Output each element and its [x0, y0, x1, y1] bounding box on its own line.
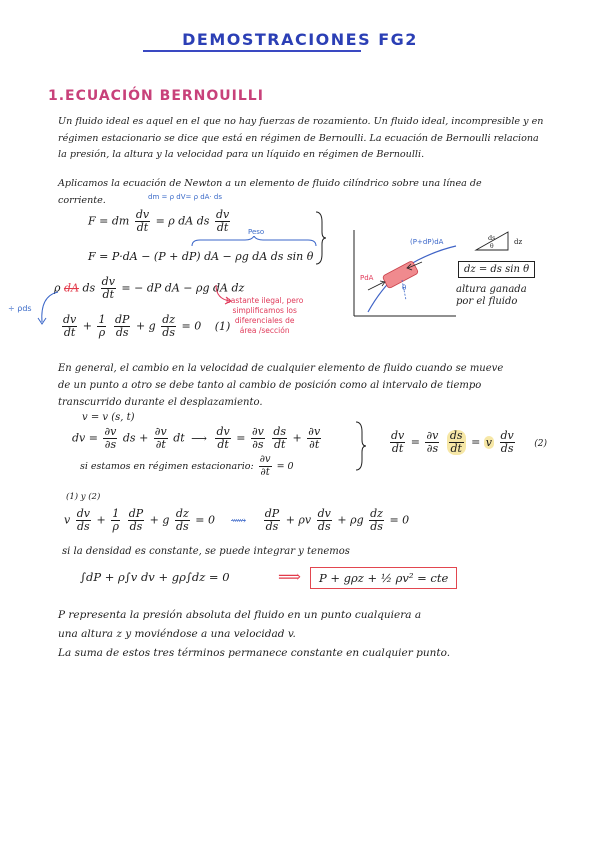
- implies-arrow-icon: ⟹: [278, 567, 301, 586]
- intro-paragraph: [58, 114, 578, 164]
- integral-equation: ∫dP + ρ∫v dv + gρ∫dz = 0: [80, 570, 230, 584]
- eq3-right: = − dP dA − ρg dA dz: [121, 281, 245, 295]
- dz-caption-line: por el fluido: [456, 296, 518, 307]
- dz-caption-line: altura ganada: [456, 284, 527, 295]
- fraction-pv-ps: $\frac{\partial v}{\partial s}$: [426, 429, 439, 455]
- fraction-dv-dt: $\frac{dv}{dt}$: [215, 208, 230, 234]
- fraction-dv-dt: $\frac{dv}{dt}$: [135, 208, 150, 234]
- combined-equation: v $\frac{dv}{ds}$ + $\frac{1}{\rho}$ $\frac{dP}{ds}$ + g $\frac{dz}{ds}$ = 0 ⟿ $\frac{dP}{ds}$ + ρv $\frac{dv}{ds}$ + ρg $\frac{dz}{ds}$ = 0: [64, 507, 410, 533]
- bernoulli-equation-box: P + gρz + ½ ρv² = cte: [310, 567, 457, 589]
- label-dz: dz: [514, 238, 523, 246]
- fraction-dP-ds: $\frac{dP}{ds}$: [128, 507, 144, 533]
- equation-two: $\frac{dv}{dt}$ = $\frac{\partial v}{\partial s}$ $\frac{ds}{dt}$ = v $\frac{dv}{ds}$ (2): [391, 429, 548, 455]
- fraction-pv-pt: $\frac{\partial v}{\partial t}$: [154, 425, 167, 451]
- red-note: [226, 296, 303, 336]
- intro-line: Un fluido ideal es aquel en el que no hay fuerzas de rozamiento. Un fluido ideal, incompresible y en: [58, 116, 544, 127]
- fraction-dv-dt: $\frac{dv}{dt}$: [63, 313, 77, 339]
- system-brace: [314, 210, 328, 266]
- eq2-text: F = P·dA − (P + dP) dA −: [88, 250, 232, 263]
- system-brace-2: [354, 420, 368, 472]
- eq2-number: (2): [534, 438, 548, 449]
- label-ds: ds: [488, 234, 496, 242]
- total-derivative: dv = $\frac{\partial v}{\partial s}$ ds + $\frac{\partial v}{\partial t}$ dt ⟶ $\frac{dv}{dt}$ = $\frac{\partial v}{\partial s}$ $\frac{ds}{dt}$ + $\frac{\partial v}{\partial t}$: [72, 425, 321, 451]
- density-line: si la densidad es constante, se puede integrar y tenemos: [62, 546, 350, 557]
- fraction-1-rho: $\frac{1}{\rho}$: [112, 507, 120, 533]
- intro-line: la presión, la altura y la velocidad para un líquido en régimen de Bernoulli.: [58, 149, 425, 160]
- general-paragraph: [58, 360, 578, 411]
- fraction-dv-dt: $\frac{dv}{dt}$: [101, 275, 115, 301]
- newton-line: Aplicamos la ecuación de Newton a un elemento de fluido cilíndrico sobre una línea de: [58, 178, 482, 189]
- fraction-dv-ds: $\frac{dv}{ds}$: [317, 507, 331, 533]
- red-note-line: área /sección: [239, 326, 290, 335]
- label-pdp: (P+dP)dA: [410, 238, 444, 246]
- cylinder-element: [382, 260, 419, 288]
- fraction-1-rho: $\frac{1}{\rho}$: [98, 313, 106, 339]
- general-line: de un punto a otro se debe tanto al cambio de posición como al intervalo de tiempo: [58, 380, 482, 391]
- newton-equation: [88, 209, 232, 234]
- closing-line: P representa la presión absoluta del fluido en un punto cualquiera a: [58, 609, 422, 621]
- combined-end: = 0: [195, 513, 215, 527]
- label-theta: θ: [490, 243, 494, 250]
- page-title: DEMOSTRACIONES FG2: [182, 30, 418, 49]
- title-underline: [143, 50, 361, 52]
- streamline: [368, 246, 456, 312]
- eq4-number: (1): [214, 319, 231, 333]
- eq1-left: F = dm: [88, 214, 130, 228]
- general-line: transcurrido durante el desplazamiento.: [58, 397, 263, 408]
- eq1-mid: = ρ dA ds: [155, 214, 210, 228]
- equation-one: $\frac{dv}{dt}$ + $\frac{1}{\rho}$ $\frac{dP}{ds}$ + g $\frac{dz}{ds}$ = 0 (1): [63, 313, 231, 339]
- red-note-line: simplificamos los: [232, 306, 297, 315]
- fraction-dP-ds: $\frac{dP}{ds}$: [114, 313, 130, 339]
- fraction-pv-ps: $\frac{\partial v}{\partial s}$: [251, 425, 264, 451]
- eq2-weight: ρg dA ds sin θ: [235, 250, 314, 263]
- eq4-end: = 0: [181, 319, 202, 333]
- fraction-pv-pt: $\frac{\partial v}{\partial t}$: [308, 425, 321, 451]
- velocity-function: v = v (s, t): [82, 412, 135, 423]
- divide-note: ÷ ρds: [8, 304, 32, 313]
- newton-line: corriente.: [58, 194, 106, 206]
- newton-paragraph: [58, 176, 578, 209]
- closing-line: una altura z y moviéndose a una velocidad v.: [58, 628, 296, 640]
- fraction-ds-dt: $\frac{ds}{dt}$: [273, 425, 287, 451]
- stationary-text: si estamos en régimen estacionario:: [80, 461, 254, 472]
- section-heading: 1.ECUACIÓN BERNOUILLI: [48, 88, 264, 104]
- fraction-dz-ds: $\frac{dz}{ds}$: [162, 313, 176, 339]
- forces-equation: [88, 250, 313, 263]
- fraction-dv-ds: $\frac{dv}{ds}$: [76, 507, 90, 533]
- fraction-pv-pt: $\frac{\partial v}{\partial t}$: [259, 454, 271, 478]
- fraction-dv-ds: $\frac{dv}{ds}$: [500, 429, 514, 455]
- red-note-line: diferenciales de: [234, 316, 295, 325]
- red-note-line: bastante ilegal, pero: [226, 296, 304, 305]
- peso-brace: [190, 236, 320, 248]
- closing-paragraph: [58, 606, 578, 663]
- stationary-condition: si estamos en régimen estacionario: $\frac{\partial v}{\partial t}$ = 0: [80, 454, 294, 478]
- dz-caption: [456, 284, 527, 308]
- fraction-dz-ds: $\frac{dz}{ds}$: [175, 507, 189, 533]
- svg-text:θ: θ: [402, 284, 407, 292]
- general-line: En general, el cambio en la velocidad de cualquier elemento de fluido cuando se mueve: [58, 363, 504, 374]
- eq4-plus: + g: [135, 319, 156, 333]
- combine-label: (1) y (2): [66, 492, 101, 502]
- dm-note: dm = ρ dV= ρ dA· ds: [148, 193, 223, 201]
- combined-plus: + g: [149, 513, 170, 527]
- fraction-dP-ds: $\frac{dP}{ds}$: [264, 507, 280, 533]
- v-highlight: v: [485, 435, 493, 449]
- peso-note: Peso: [248, 228, 265, 236]
- fluid-element-diagram: [348, 228, 578, 328]
- label-pda: PdA: [360, 274, 374, 282]
- fraction-ds-dt-highlight: $\frac{ds}{dt}$: [447, 430, 466, 455]
- closing-line: La suma de estos tres términos permanece constante en cualquier punto.: [58, 647, 451, 659]
- fraction-dz-ds: $\frac{dz}{ds}$: [370, 507, 383, 533]
- intro-line: régimen estacionario se dice que está en régimen de Bernoulli. La ecuación de Bernoulli relaciona: [58, 132, 539, 144]
- dz-equation-box: dz = ds sin θ: [458, 261, 535, 278]
- fraction-pv-ps: $\frac{\partial v}{\partial s}$: [104, 425, 117, 451]
- simplified-equation: ρ dA ds $\frac{dv}{dt}$ = − dP dA − ρg dA dz: [54, 275, 245, 301]
- fraction-dv-dt: $\frac{dv}{dt}$: [216, 425, 230, 451]
- fraction-dv-dt: $\frac{dv}{dt}$: [391, 429, 405, 455]
